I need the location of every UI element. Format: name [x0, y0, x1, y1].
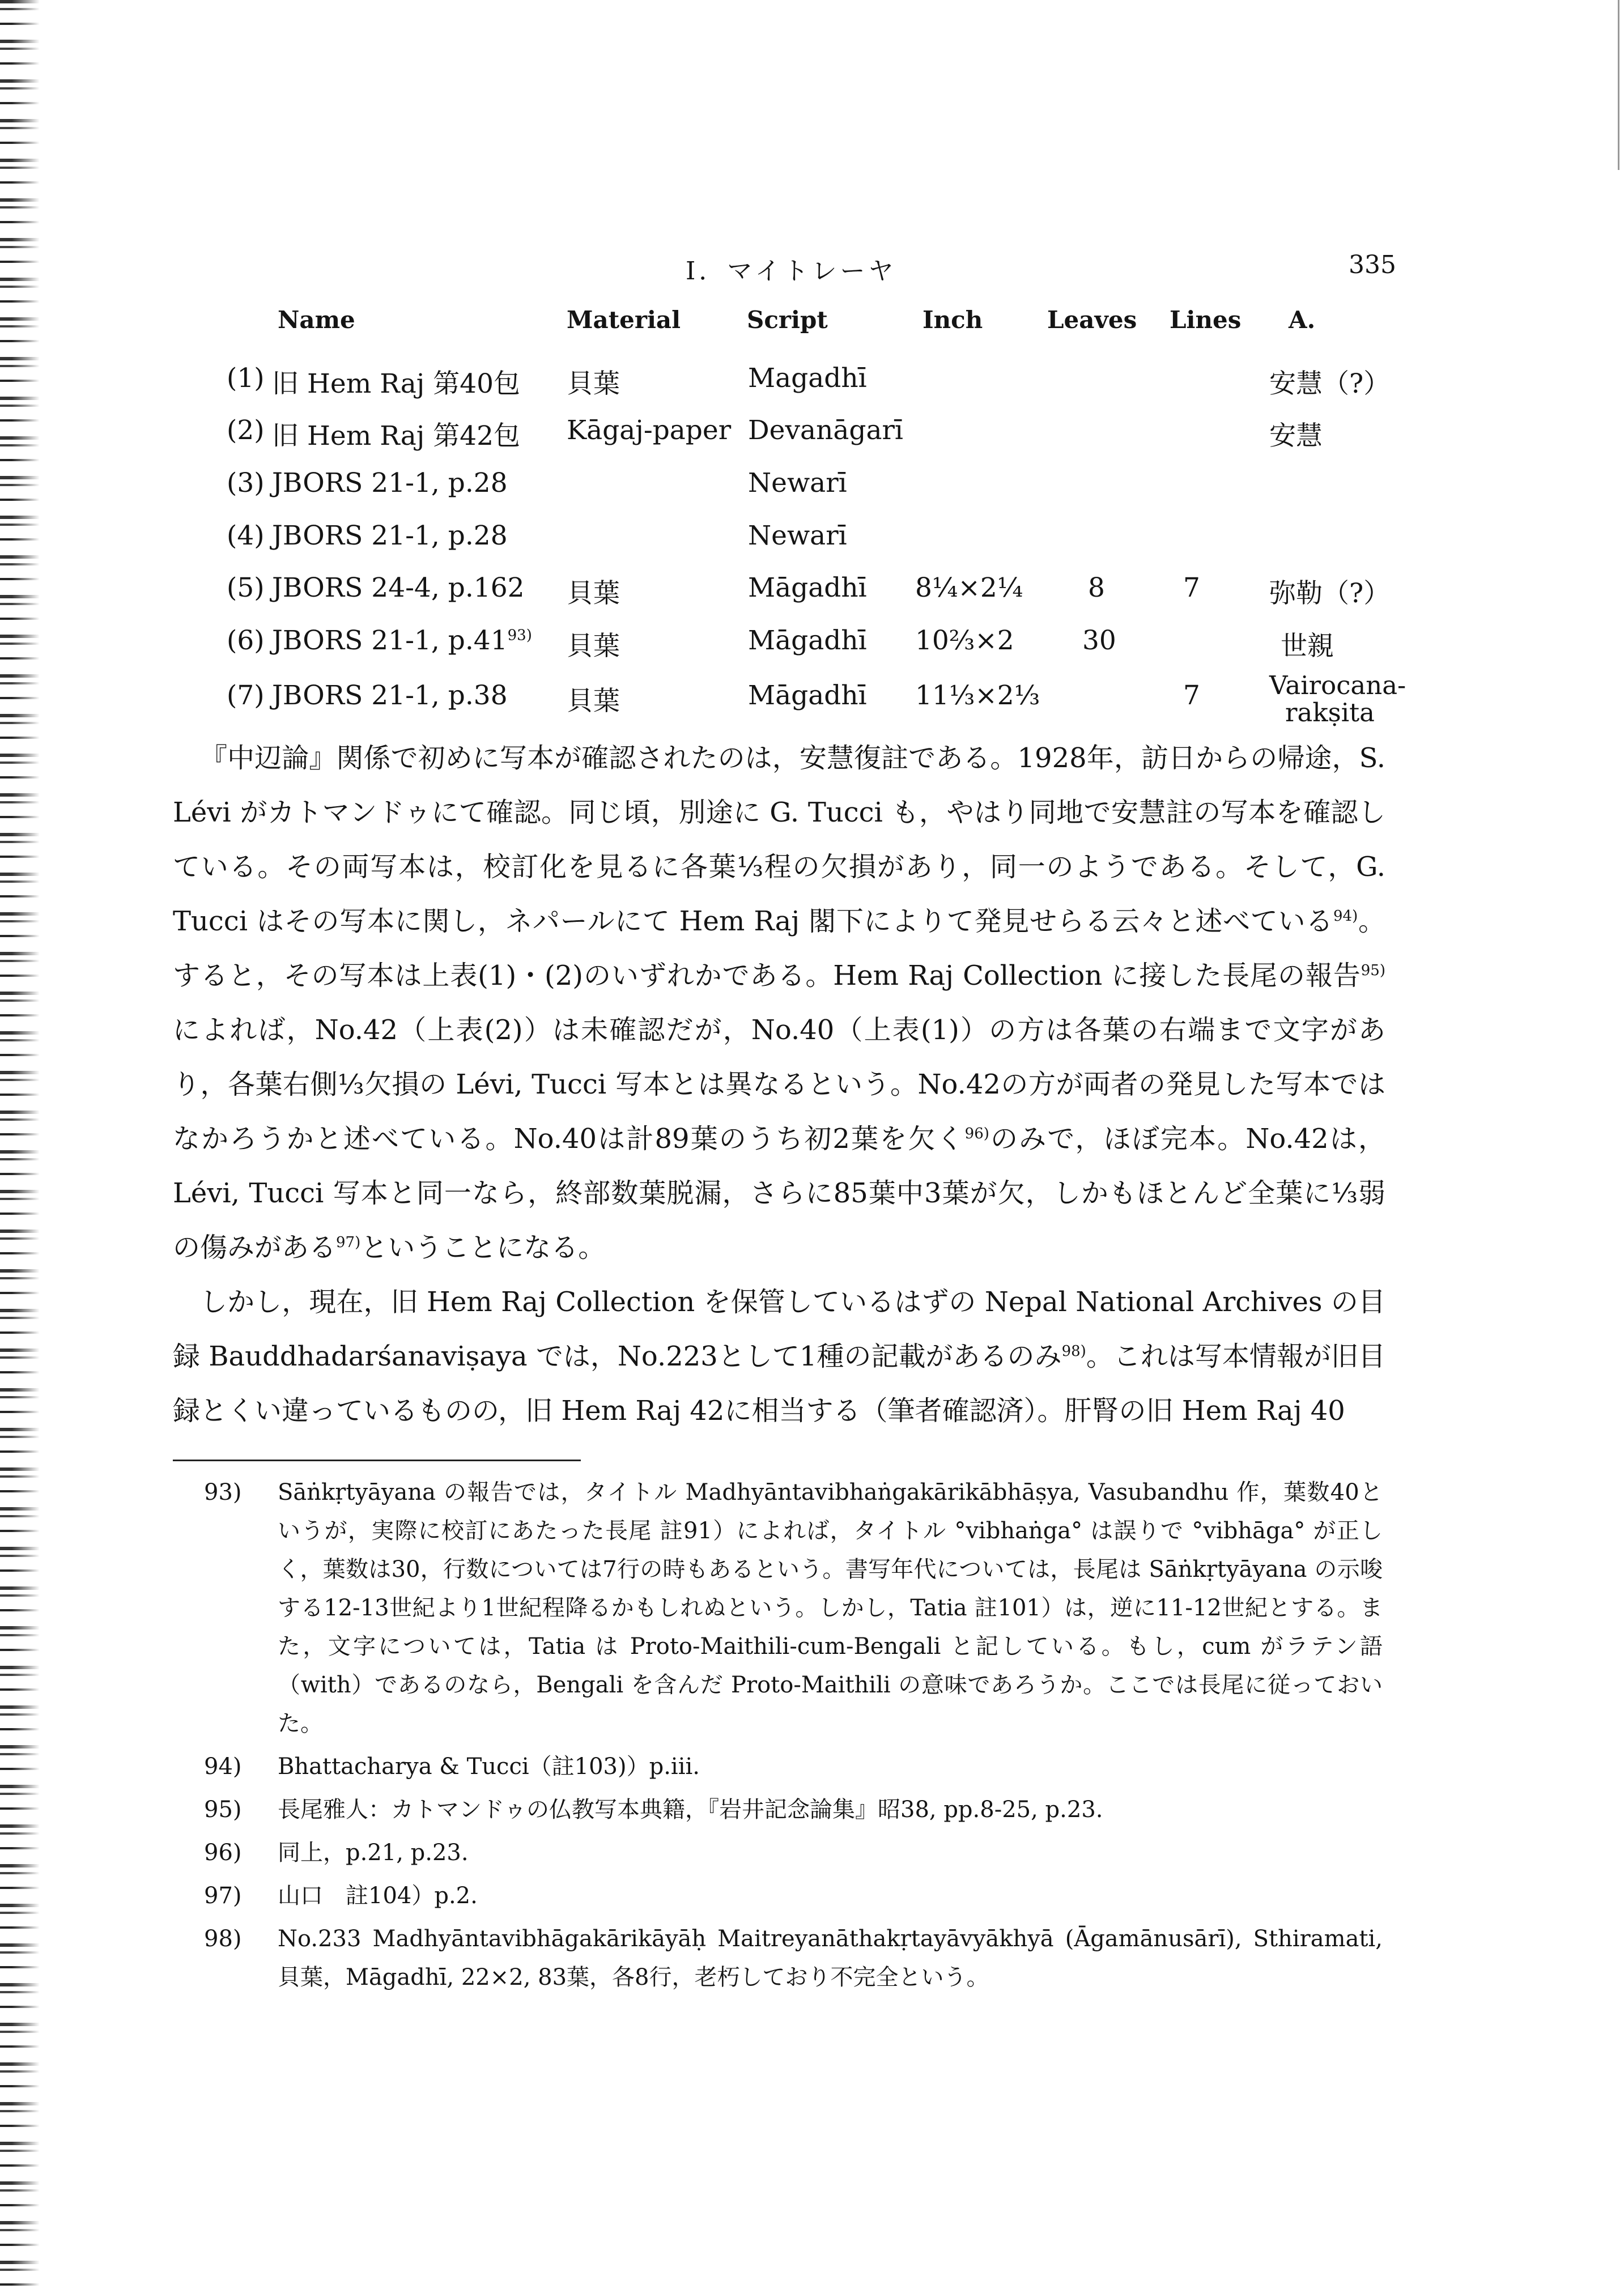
cell-name-text: 旧 Hem Raj 第42包: [272, 420, 521, 452]
footnote: [204, 1833, 1383, 1872]
row-number: (7): [227, 680, 265, 711]
footnote: [204, 1877, 1383, 1915]
table-row: [227, 467, 1417, 518]
footnote-ref: 93): [507, 627, 532, 644]
cell-name-text: JBORS 21-1, p.38: [272, 680, 508, 711]
cell-leaves: 8: [1088, 572, 1105, 603]
cell-material: Kāgaj-paper: [567, 415, 732, 446]
cell-material: 貝葉: [567, 631, 620, 662]
cell-name: [272, 680, 508, 711]
footnote-number: 98): [204, 1926, 242, 1952]
cell-inch: 10⅔×2: [915, 625, 1014, 656]
cell-script: Magadhī: [748, 363, 867, 394]
footnote-number: 97): [204, 1883, 242, 1909]
cell-material: 貝葉: [567, 578, 620, 609]
body-text: [173, 731, 1385, 1438]
cell-name-text: JBORS 21-1, p.28: [272, 520, 508, 551]
footnote-text: Bhattacharya & Tucci（註103)）p.iii.: [278, 1754, 700, 1780]
row-number: (5): [227, 572, 265, 603]
footnote-text: 山口 註104）p.2.: [278, 1883, 478, 1909]
paragraph-text: のみで，ほぼ完本。No.42は，Lévi, Tucci 写本と同一なら，終部数葉脱漏，さらに85葉中3葉が欠，しかもほとんど全葉に⅓弱の傷みがある: [173, 1123, 1385, 1264]
cell-leaves: 30: [1082, 625, 1116, 656]
footnote-ref: 94): [1333, 908, 1358, 925]
cell-name: [272, 363, 520, 401]
cell-a: 弥勒（?）: [1269, 578, 1391, 609]
row-number: (2): [227, 415, 265, 446]
col-header-a: A.: [1289, 306, 1316, 334]
cell-name-text: 旧 Hem Raj 第40包: [272, 368, 521, 399]
col-header-name: Name: [278, 306, 355, 334]
cell-a: [1269, 672, 1406, 726]
footnote-ref: 95): [1361, 962, 1385, 979]
footnote-ref: 98): [1061, 1343, 1086, 1360]
cell-script: Māgadhī: [748, 680, 867, 711]
cell-a-line2: rakṣita: [1285, 697, 1375, 728]
footnote-number: 96): [204, 1840, 242, 1866]
footnote: [204, 1747, 1383, 1786]
footnote-number: 93): [204, 1479, 242, 1505]
footnote-number: 94): [204, 1754, 242, 1780]
cell-material: 貝葉: [567, 686, 620, 717]
scan-edge-line: [1618, 0, 1619, 170]
paragraph-text: ということになる。: [360, 1232, 606, 1264]
cell-name-text: JBORS 21-1, p.28: [272, 467, 508, 499]
paragraph-text: しかし，現在，旧 Hem Raj Collection を保管しているはずの Nepal National Archives の目録 Bauddhadarśanaviṣaya では，No.223として1種の記載があるのみ: [173, 1286, 1385, 1372]
col-header-inch: Inch: [922, 306, 983, 334]
paragraph-text: 『中辺論』関係で初めに写本が確認されたのは，安慧復註である。1928年，訪日からの帰途，S. Lévi がカトマンドゥにて確認。同じ頃，別途に G. Tucci も，やはり同地で安慧註の写本を確認している。その両写本は，校訂化を見るに各葉⅓程の欠損があり，同一のようである。そして，G. Tucci はその写本に関し，ネパールにて Hem Raj 閣下によりて発見せらる云々と述べている: [173, 742, 1385, 937]
page-number: 335: [1349, 250, 1396, 279]
cell-inch: 11⅓×2⅓: [915, 680, 1040, 711]
footnote-ref: 96): [964, 1125, 989, 1142]
cell-inch: 8¼×2¼: [915, 572, 1023, 603]
cell-a: 安慧: [1269, 420, 1323, 452]
footnote-text: 同上，p.21, p.23.: [278, 1840, 469, 1866]
cell-name: [272, 467, 508, 499]
row-number: (4): [227, 520, 265, 551]
cell-name-text: JBORS 21-1, p.41: [272, 625, 508, 656]
col-header-material: Material: [567, 306, 681, 334]
footnote-text: 長尾雅人：カトマンドゥの仏教写本典籍，『岩井記念論集』昭38, pp.8-25, p.23.: [278, 1797, 1103, 1823]
row-number: (6): [227, 625, 265, 656]
row-number: (1): [227, 363, 265, 394]
paragraph-2: [173, 1275, 1385, 1438]
cell-script: Māgadhī: [748, 625, 867, 656]
footnote: [204, 1473, 1383, 1743]
cell-script: Māgadhī: [748, 572, 867, 603]
footnotes: [204, 1473, 1383, 2001]
cell-material: 貝葉: [567, 368, 620, 399]
footnote-ref: 97): [336, 1234, 361, 1251]
cell-name-text: JBORS 24-4, p.162: [272, 572, 525, 603]
running-head: I．マイトレーヤ: [686, 257, 897, 286]
cell-name: [272, 520, 508, 551]
cell-name: [272, 415, 520, 453]
footnote: [204, 1790, 1383, 1829]
col-header-script: Script: [747, 306, 828, 334]
cell-script: Newarī: [748, 467, 847, 499]
scan-edge-artifact: [0, 0, 40, 2293]
paragraph-text: によれば，No.42（上表(2)）は未確認だが，No.40（上表(1)）の方は各葉の右端まで文字があり，各葉右側⅓欠損の Lévi, Tucci 写本とは異なるという。No.42の方が両者の発見した写本ではなかろうかと述べている。No.40は計89葉のうち初2葉を欠く: [173, 1014, 1385, 1155]
cell-a: 安慧（?）: [1269, 368, 1391, 399]
footnote: [204, 1920, 1383, 1997]
footnote-text: Sāṅkṛtyāyana の報告では，タイトル Madhyāntavibhaṅgakārikābhāṣya, Vasubandhu 作，葉数40というが，実際に校訂にあたった長尾 註91）によれば，タイトル °vibhaṅga° は誤りで °vibhāga° が正しく，葉数は30，行数については7行の時もあるという。書写年代については，長尾は Sāṅkṛtyāyana の示唆する12-13世紀より1世紀程降るかもしれぬという。しかし，Tatia 註101）は，逆に11-12世紀とする。また，文字については，Tatia は Proto-Maithili-cum-Bengali と記している。もし，cum がラテン語（with）であるのなら，Bengali を含んだ Proto-Maithili の意味であろうか。ここでは長尾に従っておいた。: [278, 1479, 1383, 1737]
cell-name: [272, 572, 525, 603]
table-row: [227, 415, 1417, 466]
col-header-leaves: Leaves: [1047, 306, 1137, 334]
table-row: [227, 363, 1417, 414]
cell-name: [272, 625, 532, 656]
table-row: [227, 572, 1417, 623]
cell-script: Devanāgarī: [748, 415, 903, 446]
paragraph-1: [173, 731, 1385, 1275]
cell-a-line1: Vairocana-: [1269, 670, 1406, 700]
cell-a: 世親: [1281, 631, 1334, 662]
footnote-text: No.233 Madhyāntavibhāgakārikāyāḥ Maitreyanāthakṛtayāvyākhyā (Āgamānusārī), Sthiramati, 貝葉，Māgadhī, 22×2, 83葉，各8行，老朽しており不完全という。: [278, 1926, 1383, 1990]
table-row: [227, 625, 1417, 676]
row-number: (3): [227, 467, 265, 499]
paragraph-text: 。すると，その写本は上表(1)・(2)のいずれかである。Hem Raj Collection に接した長尾の報告: [173, 905, 1385, 992]
footnote-number: 95): [204, 1797, 242, 1823]
table-row: [227, 670, 1417, 731]
paragraph-text: 。これは写本情報が旧目録とくい違っているものの，旧 Hem Raj 42に相当する（筆者確認済）。肝腎の旧 Hem Raj 40: [173, 1341, 1385, 1427]
cell-lines: 7: [1183, 680, 1200, 711]
footnote-divider: [173, 1460, 581, 1461]
cell-script: Newarī: [748, 520, 847, 551]
col-header-lines: Lines: [1170, 306, 1242, 334]
cell-lines: 7: [1183, 572, 1200, 603]
table-row: [227, 520, 1417, 571]
